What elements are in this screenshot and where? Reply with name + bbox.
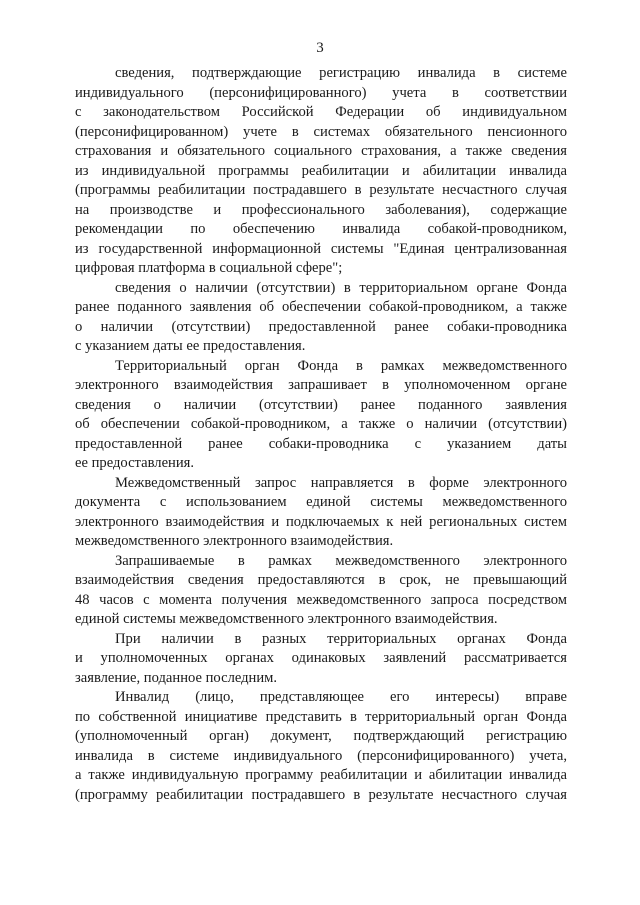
text-line: с указанием даты ее предоставления. [75,338,306,354]
text-line: а также индивидуальную программу реабилитации и абилитации инвалида [75,767,567,783]
text-line: документа с использованием единой системы межведомственного [75,494,567,510]
paragraph [75,474,567,552]
text-line: взаимодействия сведения предоставляются в срок, не превышающий [75,572,567,588]
text-line: из государственной информационной системы "Единая централизованная [75,240,567,257]
text-line: Инвалид (лицо, представляющее его интересы) вправе [115,689,567,705]
paragraph [75,64,567,279]
paragraph [75,552,567,630]
text-line: электронного взаимодействия запрашивает в уполномоченном органе [75,377,567,393]
text-line: При наличии в разных территориальных органах Фонда [115,630,567,647]
text-line: Территориальный орган Фонда в рамках межведомственного [115,357,567,374]
text-line: о наличии (отсутствии) предоставленной ранее собаки-проводника [75,318,567,335]
text-line: единой системы межведомственного электронного взаимодействия. [75,611,498,627]
text-line: (программы реабилитации пострадавшего в результате несчастного случая [75,182,567,198]
page-number: 3 [316,40,324,56]
text-line: электронного взаимодействия и подключаемых к ней региональных систем [75,513,567,530]
text-line: с законодательством Российской Федерации об индивидуальном [75,104,567,120]
text-line: ранее поданного заявления об обеспечении собакой-проводником, а также [75,299,567,315]
text-line: (персонифицированном) учете в системах обязательного пенсионного [75,123,567,140]
text-line: межведомственного электронного взаимодействия. [75,533,394,549]
text-line: ее предоставления. [75,455,195,471]
text-line: Запрашиваемые в рамках межведомственного электронного [115,552,567,569]
paragraph [75,630,567,689]
text-line: сведения, подтверждающие регистрацию инвалида в системе [115,65,567,81]
text-line: (программу реабилитации пострадавшего в результате несчастного случая [75,786,567,803]
text-line: рекомендации по обеспечению инвалида собакой-проводником, [75,221,567,237]
text-line: на производстве и профессионального заболевания), содержащие [75,201,567,218]
document-body [75,64,567,805]
text-line: сведения о наличии (отсутствии) ранее поданного заявления [75,396,567,413]
text-line: по собственной инициативе представить в территориальный орган Фонда [75,708,567,725]
text-line: из индивидуальной программы реабилитации и абилитации инвалида [75,162,567,179]
paragraph [75,357,567,474]
text-line: предоставленной ранее собаки-проводника с указанием даты [75,435,567,452]
paragraph [75,279,567,357]
text-line: Межведомственный запрос направляется в форме электронного [115,474,567,491]
text-line: индивидуального (персонифицированного) учета в соответствии [75,84,567,101]
text-line: страхования и обязательного социального страхования, а также сведения [75,143,567,159]
text-line: и уполномоченных органах одинаковых заявлений рассматривается [75,650,567,666]
text-line: заявление, поданное последним. [75,669,278,686]
text-line: сведения о наличии (отсутствии) в территориальном органе Фонда [115,279,567,296]
text-line: (уполномоченный орган) документ, подтверждающий регистрацию [75,728,567,744]
text-line: об обеспечении собакой-проводником, а также о наличии (отсутствии) [75,416,567,432]
text-line: 48 часов с момента получения межведомственного запроса посредством [75,591,567,608]
paragraph [75,688,567,805]
text-line: цифровая платформа в социальной сфере"; [75,260,343,276]
text-line: инвалида в системе индивидуального (персонифицированного) учета, [75,747,567,764]
